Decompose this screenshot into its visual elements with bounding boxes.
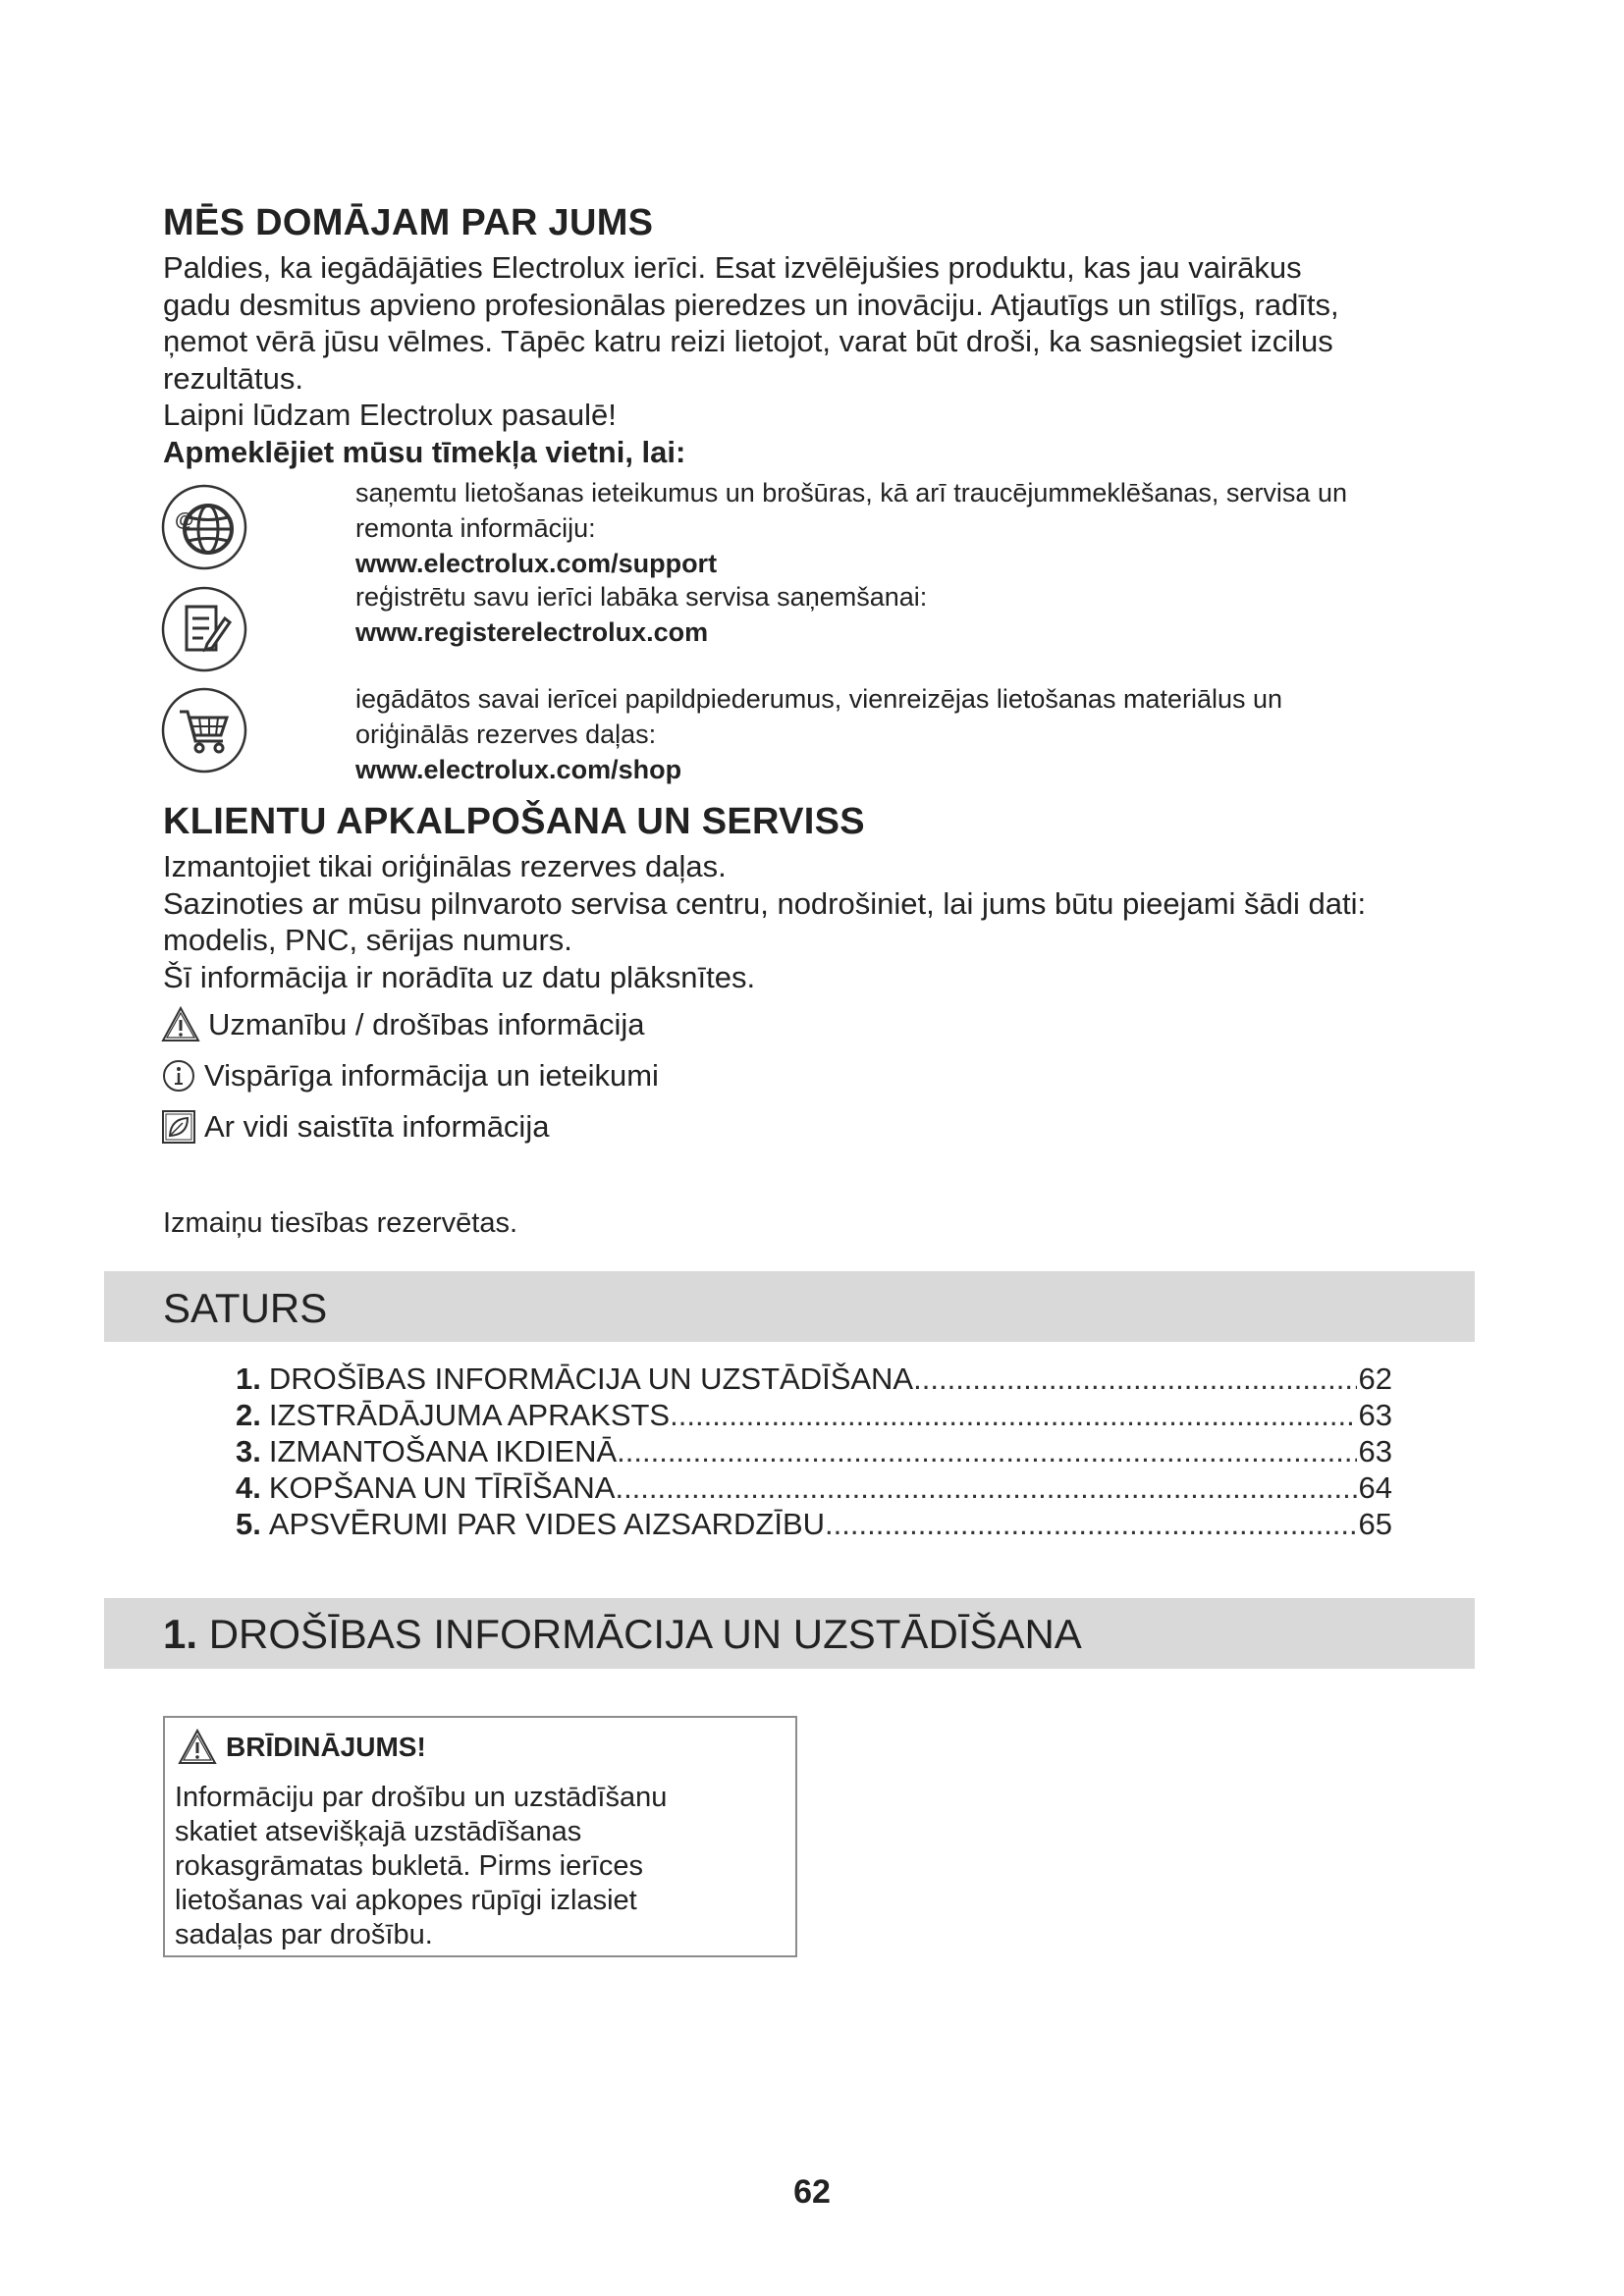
toc-leader [617, 1433, 1356, 1469]
intro-line: gadu desmitus apvieno profesionālas pieredzes un inovāciju. Atjautīgs un stilīgs, radīts, [163, 287, 1339, 322]
toc-item[interactable] [236, 1469, 1392, 1506]
toc-page: 63 [1358, 1434, 1392, 1468]
web-item-text: oriģinālās rezerves daļas: [355, 720, 657, 749]
info-icon [161, 1058, 196, 1094]
legend-item [161, 1103, 659, 1150]
section-title [163, 1611, 1082, 1658]
toc-page: 64 [1358, 1470, 1392, 1505]
service-line: Sazinoties ar mūsu pilnvaroto servisa centru, nodrošiniet, lai jums būtu pieejami šādi dati: [163, 885, 1367, 921]
section-number: 1. [163, 1611, 198, 1657]
toc-leader [913, 1361, 1356, 1397]
symbol-legend [161, 1001, 659, 1150]
legend-text: Ar vidi saistīta informācija [204, 1109, 550, 1144]
intro-text [163, 249, 1339, 470]
toc-item[interactable] [236, 1361, 1392, 1397]
register-icon [160, 585, 248, 673]
service-line: Izmantojiet tikai oriģinālas rezerves daļas. [163, 849, 727, 883]
warning-line: Informāciju par drošību un uzstādīšanu [175, 1782, 668, 1813]
toc-label: DROŠĪBAS INFORMĀCIJA UN UZSTĀDĪŠANA [268, 1362, 914, 1396]
toc-label: KOPŠANA UN TĪRĪŠANA [268, 1470, 616, 1505]
intro-line: Paldies, ka iegādājāties Electrolux ierīci. Esat izvēlējušies produktu, kas jau vairākus [163, 250, 1302, 285]
toc-num: 3. [236, 1434, 261, 1468]
warning-title: BRĪDINĀJUMS! [226, 1732, 426, 1762]
toc-page: 65 [1358, 1507, 1392, 1541]
service-line: modelis, PNC, sērijas numurs. [163, 923, 572, 957]
warning-box [163, 1716, 797, 1957]
rights-reserved: Izmaiņu tiesības rezervētas. [163, 1207, 518, 1239]
toc-num: 2. [236, 1398, 261, 1432]
contents-title: SATURS [163, 1285, 328, 1331]
toc-item[interactable] [236, 1506, 1392, 1542]
warning-line: sadaļas par drošību. [175, 1919, 433, 1950]
table-of-contents [236, 1361, 1392, 1542]
warning-line: lietošanas vai apkopes rūpīgi izlasiet [175, 1885, 637, 1916]
legend-text: Vispārīga informācija un ieteikumi [204, 1058, 659, 1093]
page-number: 62 [793, 2173, 831, 2211]
toc-num: 5. [236, 1507, 261, 1541]
legend-text: Uzmanību / drošības informācija [208, 1007, 645, 1041]
warning-line: rokasgrāmatas bukletā. Pirms ierīces [175, 1850, 644, 1882]
service-text [163, 848, 1366, 995]
toc-leader [825, 1506, 1356, 1542]
toc-label: IZMANTOŠANA IKDIENĀ [268, 1434, 618, 1468]
web-item-support [355, 475, 1485, 581]
web-item-shop [355, 681, 1485, 787]
warning-triangle-icon [161, 1005, 200, 1044]
warning-header [177, 1728, 426, 1767]
toc-item[interactable] [236, 1397, 1392, 1433]
register-link[interactable]: www.registerelectrolux.com [355, 617, 709, 647]
toc-num: 4. [236, 1470, 261, 1505]
intro-line: ņemot vērā jūsu vēlmes. Tāpēc katru reizi lietojot, varat būt droši, ka sasniegsiet izcilus [163, 324, 1333, 358]
intro-title: MĒS DOMĀJAM PAR JUMS [163, 202, 654, 243]
svg-text:@: @ [175, 509, 194, 531]
warning-triangle-icon [177, 1728, 218, 1767]
service-title: KLIENTU APKALPOŠANA UN SERVISS [163, 801, 865, 842]
warning-line: skatiet atsevišķajā uzstādīšanas [175, 1816, 582, 1847]
leaf-icon [161, 1109, 196, 1145]
toc-page: 63 [1358, 1398, 1392, 1432]
visit-label: Apmeklējiet mūsu tīmekļa vietni, lai: [163, 434, 686, 469]
web-item-text: reģistrētu savu ierīci labāka servisa saņemšanai: [355, 582, 928, 612]
support-link[interactable]: www.electrolux.com/support [355, 549, 718, 578]
shop-cart-icon [160, 686, 248, 774]
toc-item[interactable] [236, 1433, 1392, 1469]
globe-icon [160, 483, 248, 571]
legend-item [161, 1001, 659, 1048]
toc-page: 62 [1358, 1362, 1392, 1396]
section-title-text: DROŠĪBAS INFORMĀCIJA UN UZSTĀDĪŠANA [208, 1611, 1082, 1657]
toc-label: APSVĒRUMI PAR VIDES AIZSARDZĪBU [268, 1507, 826, 1541]
legend-item [161, 1052, 659, 1099]
web-item-text: saņemtu lietošanas ieteikumus un brošūras, kā arī traucējummeklēšanas, servisa un [355, 478, 1347, 507]
toc-leader [615, 1469, 1356, 1506]
service-line: Šī informācija ir norādīta uz datu plāksnītes. [163, 959, 756, 994]
web-item-text: remonta informāciju: [355, 513, 596, 543]
shop-link[interactable]: www.electrolux.com/shop [355, 755, 682, 784]
warning-text [175, 1781, 667, 1952]
toc-label: IZSTRĀDĀJUMA APRAKSTS [268, 1398, 671, 1432]
web-item-register [355, 579, 1485, 650]
web-item-text: iegādātos savai ierīcei papildpiederumus, vienreizējas lietošanas materiālus un [355, 684, 1283, 714]
intro-line: Laipni lūdzam Electrolux pasaulē! [163, 398, 617, 432]
toc-leader [670, 1397, 1356, 1433]
toc-num: 1. [236, 1362, 261, 1396]
intro-line: rezultātus. [163, 360, 304, 396]
